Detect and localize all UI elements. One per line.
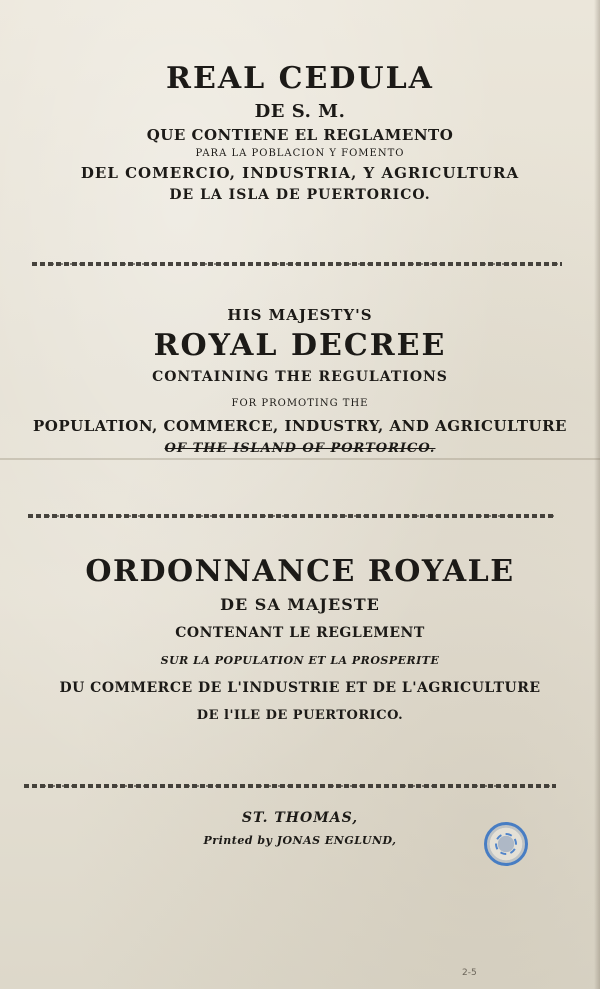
english-line-1: HIS MAJESTY'S <box>227 306 373 324</box>
divider-rule-1 <box>32 262 562 266</box>
spanish-line-1: DE S. M. <box>254 101 346 122</box>
english-line-3: FOR PROMOTING THE <box>231 398 369 409</box>
english-line-2: CONTAINING THE REGULATIONS <box>152 369 448 385</box>
french-line-5: DE l'ILE DE PUERTORICO. <box>196 708 404 723</box>
french-line-3: SUR LA POPULATION ET LA PROSPERITE <box>160 654 440 667</box>
english-line-4: POPULATION, COMMERCE, INDUSTRY, AND AGRICULTURE <box>33 417 567 435</box>
spanish-line-5: DE LA ISLA DE PUERTORICO. <box>169 187 431 203</box>
french-line-2: CONTENANT LE REGLEMENT <box>175 625 425 641</box>
spanish-line-4: DEL COMERCIO, INDUSTRIA, Y AGRICULTURA <box>80 164 520 182</box>
divider-rule-3 <box>24 784 556 788</box>
spanish-line-2: QUE CONTIENE EL REGLAMENTO <box>146 126 454 144</box>
imprint-place: ST. THOMAS, <box>241 810 359 826</box>
spanish-line-3: PARA LA POBLACION Y FOMENTO <box>195 148 405 159</box>
divider-rule-2 <box>28 514 556 518</box>
french-line-1: DE SA MAJESTE <box>220 595 380 614</box>
english-line-5: OF THE ISLAND OF PORTORICO. <box>164 441 436 456</box>
imprint-printer: Printed by JONAS ENGLUND, <box>203 834 397 847</box>
french-line-4: DU COMMERCE DE L'INDUSTRIE ET DE L'AGRICULTURE <box>59 680 541 696</box>
spanish-title-block <box>0 62 600 206</box>
library-stamp-icon <box>484 822 528 866</box>
spanish-title: REAL CEDULA <box>166 61 434 96</box>
english-title: ROYAL DECREE <box>153 328 447 363</box>
folio-number: 2-5 <box>462 968 477 978</box>
english-title-block <box>0 304 600 460</box>
french-title: ORDONNANCE ROYALE <box>85 554 515 589</box>
french-title-block <box>0 552 600 730</box>
